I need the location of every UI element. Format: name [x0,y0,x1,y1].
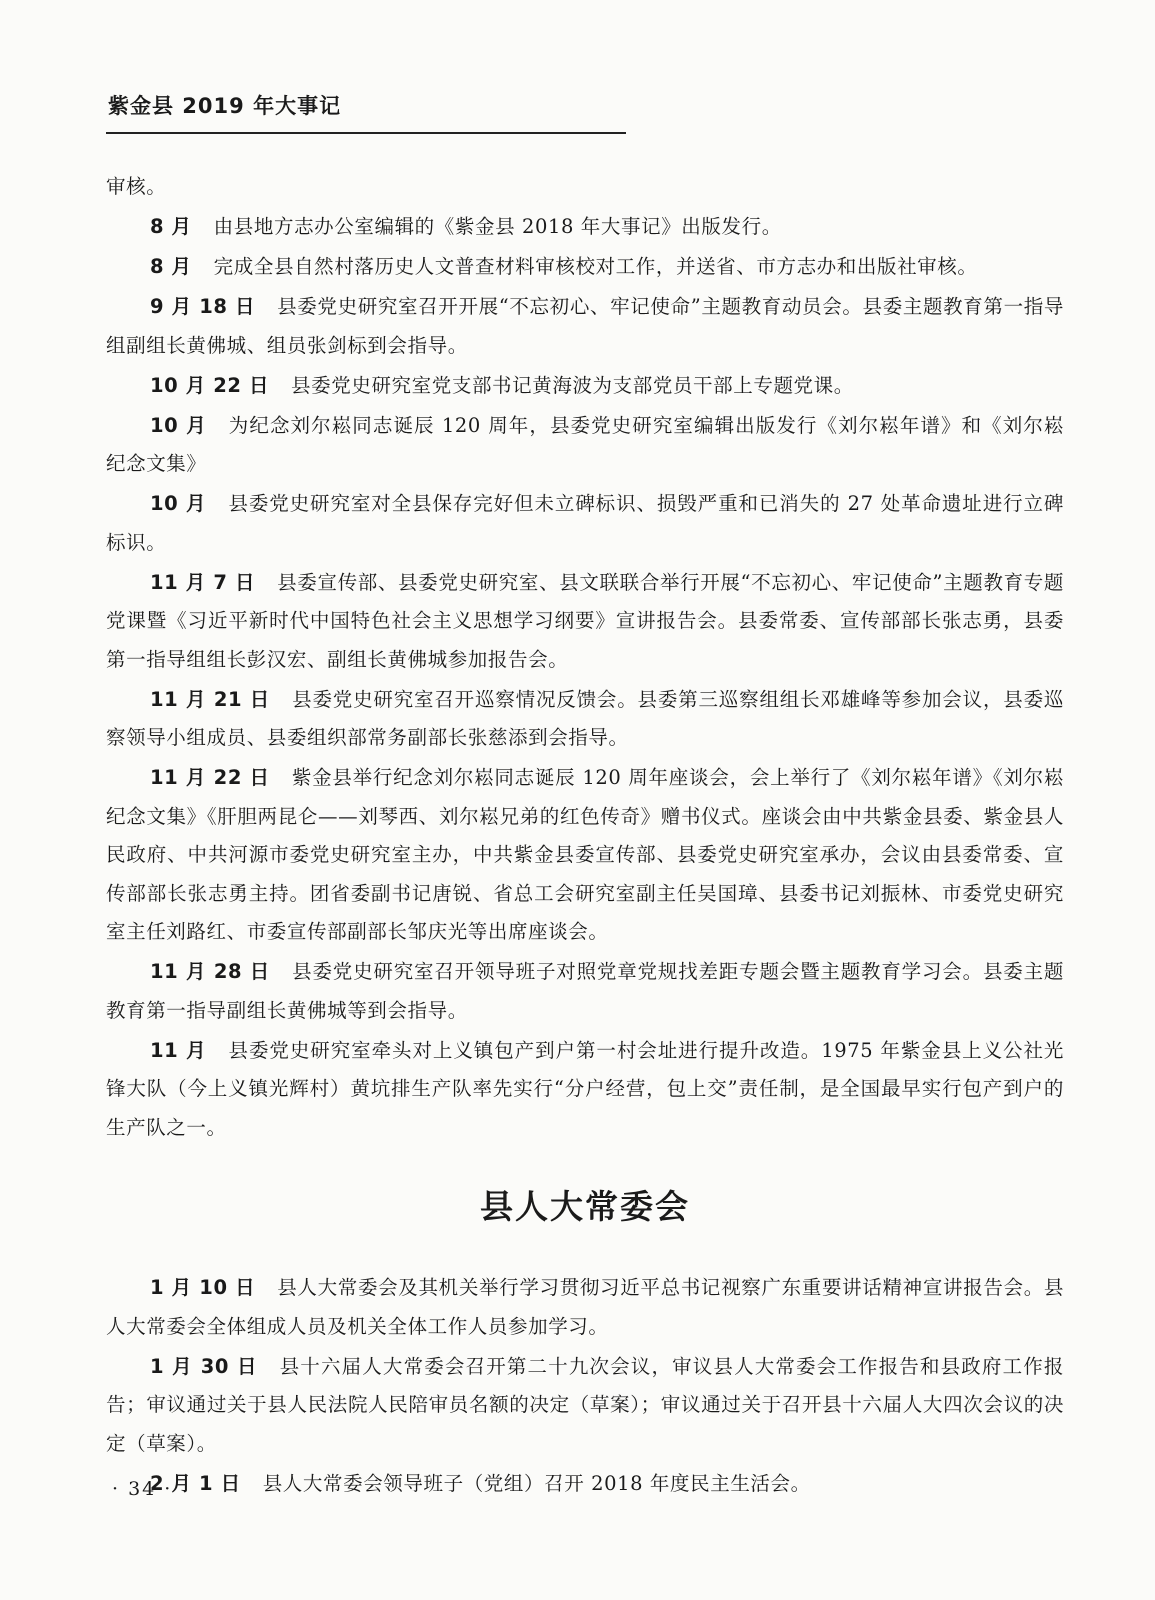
entry-text: 县人大常委会及其机关举行学习贯彻习近平总书记视察广东重要讲话精神宣讲报告会。县人大常委会全体组成人员及机关全体工作人员参加学习。 [106,1276,1064,1338]
chronicle-entry [106,367,1064,406]
entry-text: 完成全县自然村落历史人文普查材料审核校对工作，并送省、市方志办和出版社审核。 [213,255,978,278]
section-title: 县人大常委会 [480,1187,690,1226]
continued-text: 审核。 [106,175,167,198]
entry-date: 11 月 28 日 [150,960,271,983]
entry-text: 县十六届人大常委会召开第二十九次会议，审议县人大常委会工作报告和县政府工作报告；审议通过关于县人民法院人民陪审员名额的决定（草案）；审议通过关于召开县十六届人大四次会议的决定（草案）。 [106,1354,1064,1455]
chronicle-entry [106,759,1064,952]
entry-text: 县委党史研究室党支部书记黄海波为支部党员干部上专题党课。 [291,373,854,397]
entry-date: 2 月 1 日 [150,1471,241,1495]
entry-text: 为纪念刘尔崧同志诞辰 120 周年，县委党史研究室编辑出版发行《刘尔崧年谱》和《刘尔崧纪念文集》 [106,413,1065,475]
entry-text: 县委党史研究室召开开展“不忘初心、牢记使命”主题教育动员会。县委主题教育第一指导组副组长黄佛城、组员张剑标到会指导。 [106,295,1064,357]
chronicle-entry [106,953,1064,1030]
running-header: 紫金县 2019 年大事记 [108,94,342,118]
entry-text: 县委党史研究室召开领导班子对照党章党规找差距专题会暨主题教育学习会。县委主题教育第一指导副组长黄佛城等到会指导。 [106,960,1064,1022]
entry-date: 11 月 7 日 [150,570,256,594]
entry-date: 8 月 [150,255,192,278]
entries-peoples-congress [106,1269,1064,1503]
chronicle-entry [106,407,1064,484]
chronicle-entry [106,1465,1064,1504]
entry-date: 10 月 [150,413,207,437]
chronicle-entry [106,208,1064,247]
entry-text: 县人大常委会领导班子（党组）召开 2018 年度民主生活会。 [262,1471,811,1495]
header-rule [106,132,626,134]
chronicle-entry [106,1348,1064,1464]
chronicle-entry [106,681,1064,758]
entry-text: 县委党史研究室牵头对上义镇包产到户第一村会址进行提升改造。1975 年紫金县上义公社光锋大队（今上义镇光辉村）黄坑排生产队率先实行“分户经营，包上交”责任制，是全国最早实行包产到户的生产队之一。 [106,1038,1065,1139]
chronicle-entry [106,288,1064,365]
chronicle-entry [106,1032,1064,1148]
entry-text: 县委宣传部、县委党史研究室、县文联联合举行开展“不忘初心、牢记使命”主题教育专题党课暨《习近平新时代中国特色社会主义思想学习纲要》宣讲报告会。县委常委、宣传部部长张志勇，县委第一指导组组长彭汉宏、副组长黄佛城参加报告会。 [106,570,1064,671]
entry-date: 9 月 18 日 [150,295,256,318]
entry-date: 11 月 [150,1038,207,1062]
entry-date: 10 月 22 日 [150,373,270,397]
entry-date: 1 月 10 日 [150,1276,256,1299]
chronicle-entry [106,248,1064,287]
chronicle-entry [106,564,1064,680]
entries-party-history [106,208,1064,1147]
entry-text: 县委党史研究室对全县保存完好但未立碑标识、损毁严重和已消失的 27 处革命遗址进行立碑标识。 [106,492,1065,554]
entry-date: 8 月 [150,215,192,238]
entry-text: 紫金县举行纪念刘尔崧同志诞辰 120 周年座谈会，会上举行了《刘尔崧年谱》《刘尔崧纪念文集》《肝胆两昆仑——刘琴西、刘尔崧兄弟的红色传奇》赠书仪式。座谈会由中共紫金县委、紫金县人民政府、中共河源市委党史研究室主办，中共紫金县委宣传部、县委党史研究室承办，会议由县委常委、宣传部部长张志勇主持。团省委副书记唐锐、省总工会研究室副主任吴国璋、县委书记刘振林、市委党史研究室主任刘路红、市委宣传部副部长邹庆光等出席座谈会。 [106,766,1064,943]
page-number: · 34 · [112,1478,173,1500]
entry-date: 1 月 30 日 [150,1354,258,1378]
chronicle-entry [106,485,1064,562]
entry-date: 11 月 21 日 [150,687,271,711]
entry-date: 11 月 22 日 [150,766,270,789]
entry-date: 10 月 [150,492,207,515]
entry-text: 由县地方志办公室编辑的《紫金县 2018 年大事记》出版发行。 [213,215,782,238]
entry-text: 县委党史研究室召开巡察情况反馈会。县委第三巡察组组长邓雄峰等参加会议，县委巡察领导小组成员、县委组织部常务副部长张慈添到会指导。 [106,687,1064,749]
document-body [106,168,1064,1505]
chronicle-entry [106,1269,1064,1346]
